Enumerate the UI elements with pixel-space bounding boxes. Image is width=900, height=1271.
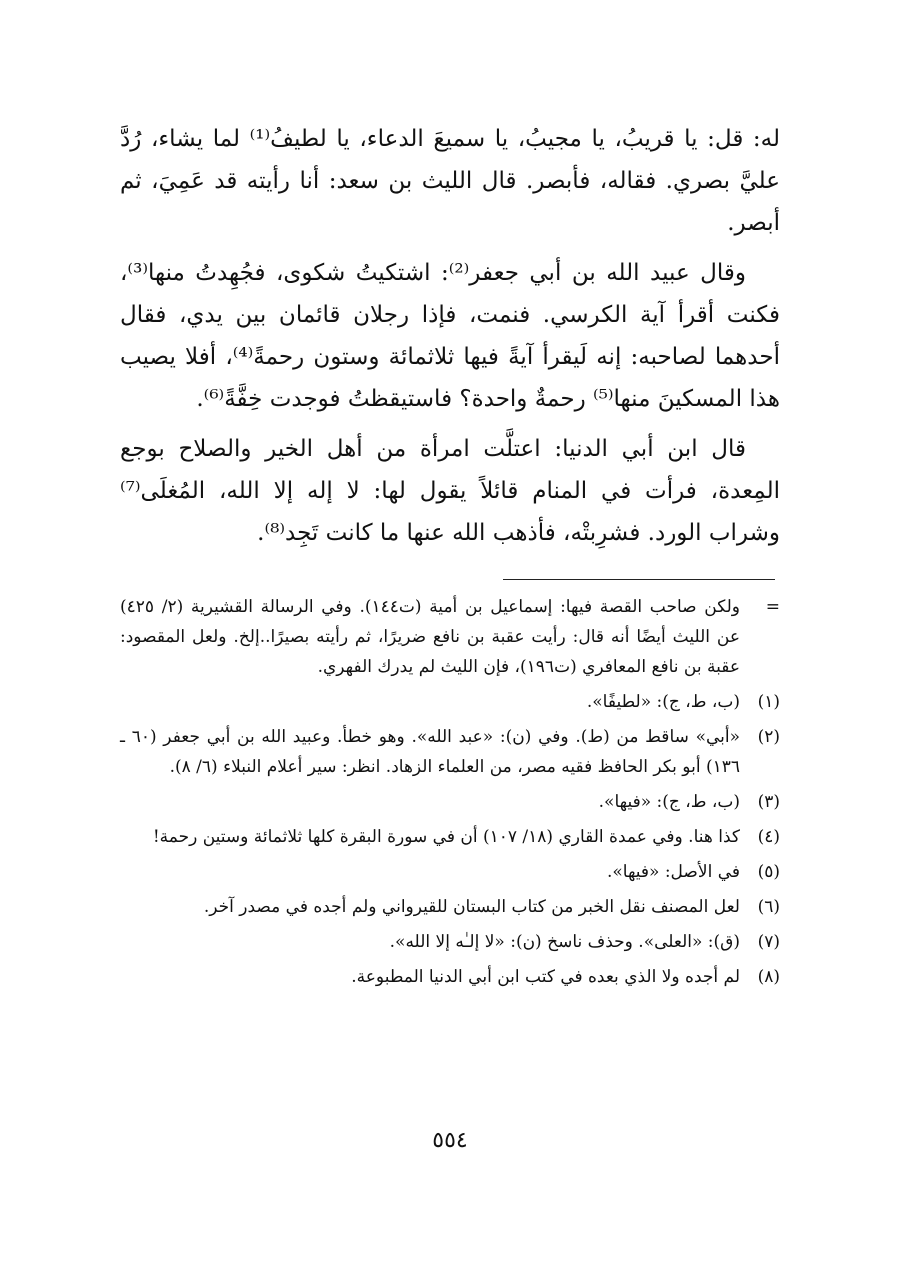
- main-text: [120, 118, 780, 562]
- paragraph-2: وقال عبيد الله بن أبي جعفر⁽²⁾: اشتكيتُ شكوى، فجُهِدتُ منها⁽³⁾، فكنت أقرأ آية الكرسي. فنمت، فإذا رجلان قائمان بين يدي، فقال أحدهما لصاحبه: إنه لَيقرأ آيةً فيها ثلاثمائة وستون رحمةً⁽⁴⁾، أفلا يصيب هذا المسكينَ منها⁽⁵⁾ رحمةٌ واحدة؟ فاستيقظتُ فوجدت خِفَّةً⁽⁶⁾.: [120, 260, 780, 412]
- footnote-4: [120, 822, 780, 852]
- footnote-number: (٣): [757, 792, 780, 812]
- footnote-8: [120, 962, 780, 992]
- footnote-number: (٦): [757, 897, 780, 917]
- footnote-3: [120, 787, 780, 817]
- footnotes: [120, 592, 780, 997]
- footnote-2: [120, 722, 780, 782]
- page-number: ٥٥٤: [432, 1128, 468, 1153]
- footnote-text: (ق): «العلى». وحذف ناسخ (ن): «لا إلـٰه إلا الله».: [389, 932, 740, 952]
- footnote-text: في الأصل: «فيها».: [606, 862, 740, 882]
- footnote-number: (٤): [757, 827, 780, 847]
- footnote-number: (١): [757, 692, 780, 712]
- footnote-number: (٢): [757, 727, 780, 747]
- footnote-continuation: [120, 592, 780, 682]
- footnote-number: (٧): [757, 932, 780, 952]
- footnote-text: (ب، ط، ج): «لطيفًا».: [586, 692, 740, 712]
- paragraph-1: له: قل: يا قريبُ، يا مجيبُ، يا سميعَ الدعاء، يا لطيفُ⁽¹⁾ لما يشاء، رُدَّ عليَّ بصري. فقاله، فأبصر. قال الليث بن سعد: أنا رأيته قد عَمِيَ، ثم أبصر.: [120, 126, 780, 236]
- footnote-text: «أبي» ساقط من (ط). وفي (ن): «عبد الله». وهو خطأ. وعبيد الله بن أبي جعفر (٦٠ ـ ١٣٦) أبو بكر الحافظ فقيه مصر، من العلماء الزهاد. انظر: سير أعلام النبلاء (٦/ ٨).: [120, 727, 740, 777]
- footnote-1: [120, 687, 780, 717]
- footnote-separator: [503, 579, 775, 580]
- footnote-marker: =: [765, 597, 780, 617]
- footnote-text: ولكن صاحب القصة فيها: إسماعيل بن أمية (ت١٤٤). وفي الرسالة القشيرية (٢/ ٤٢٥) عن الليث أيضًا أنه قال: رأيت عقبة بن نافع ضريرًا، ثم رأيته بصيرًا..إلخ. ولعل المقصود: عقبة بن نافع المعافري (ت١٩٦)، فإن الليث لم يدرك الفهري.: [120, 597, 740, 677]
- footnote-number: (٥): [757, 862, 780, 882]
- footnote-text: كذا هنا. وفي عمدة القاري (١٨/ ١٠٧) أن في سورة البقرة كلها ثلاثمائة وستين رحمة!: [152, 827, 740, 847]
- footnote-text: لم أجده ولا الذي بعده في كتب ابن أبي الدنيا المطبوعة.: [351, 967, 740, 987]
- footnote-6: [120, 892, 780, 922]
- footnote-5: [120, 857, 780, 887]
- footnote-7: [120, 927, 780, 957]
- footnote-text: لعل المصنف نقل الخبر من كتاب البستان للقيرواني ولم أجده في مصدر آخر.: [203, 897, 740, 917]
- footnote-text: (ب، ط، ج): «فيها».: [598, 792, 740, 812]
- paragraph-3: قال ابن أبي الدنيا: اعتلَّت امرأة من أهل الخير والصلاح بوجع المِعدة، فرأت في المنام قائلاً يقول لها: لا إله إلا الله، المُغلَى⁽⁷⁾ وشراب الورد. فشرِبتْه، فأذهب الله عنها ما كانت تَجِد⁽⁸⁾.: [120, 436, 780, 546]
- footnote-number: (٨): [757, 967, 780, 987]
